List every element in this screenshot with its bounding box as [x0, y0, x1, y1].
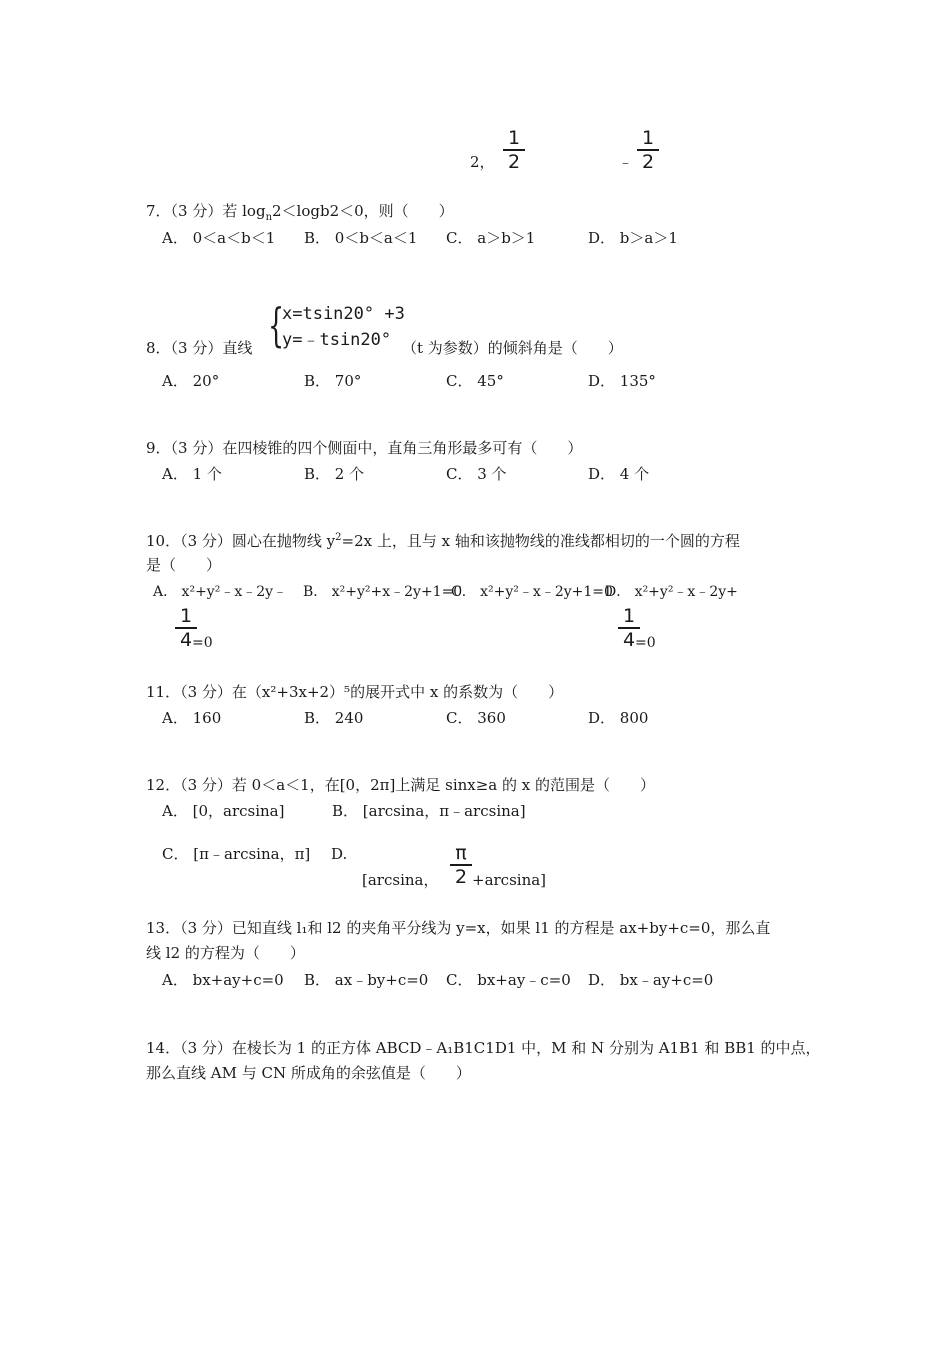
- q9-option-d: D． 4 个: [588, 465, 650, 483]
- q10-option-d: D． x²+y²﹣x﹣2y+: [605, 584, 738, 600]
- fraction-denominator: 4: [622, 628, 636, 651]
- prev-option-a-fraction: [503, 128, 525, 172]
- q9-option-b: B． 2 个: [304, 465, 365, 483]
- q7-log-subscript: n: [265, 212, 273, 223]
- q8-option-c: C． 45°: [446, 372, 504, 390]
- q8-equation-y: y=﹣tsin20°: [282, 330, 392, 350]
- q7-stem-part1: 7．（3 分）若 log: [146, 202, 266, 220]
- prev-option-a-prefix: 2，: [470, 153, 495, 171]
- q7-option-b: B． 0＜b＜a＜1: [304, 229, 418, 247]
- q9-option-a: A． 1 个: [162, 465, 222, 483]
- q7-option-c: C． a＞b＞1: [446, 229, 536, 247]
- q13-option-b: B． ax﹣by+c=0: [304, 971, 429, 989]
- fraction-numerator: 1: [179, 605, 193, 627]
- q12-option-d-fraction: [450, 843, 472, 887]
- q10-stem-part1: 10．（3 分）圆心在抛物线 y: [146, 532, 336, 550]
- q10-stem-part2: =2x 上，且与 x 轴和该抛物线的准线都相切的一个圆的方程: [341, 532, 740, 550]
- fraction-denominator: 2: [454, 865, 468, 888]
- q10-exponent: 2: [335, 532, 342, 543]
- q12-stem: 12．（3 分）若 0＜a＜1，在[0，2π]上满足 sinx≥a 的 x 的范围是（ ）: [146, 776, 656, 794]
- fraction-numerator: 1: [507, 127, 521, 149]
- q8-option-d: D． 135°: [588, 372, 656, 390]
- q12-option-a: A． [0，arcsina]: [162, 802, 285, 820]
- q12-option-b: B． [arcsina，π﹣arcsina]: [332, 802, 526, 820]
- fraction-numerator: 1: [622, 605, 636, 627]
- q8-stem-pre: 8．（3 分）直线: [146, 339, 253, 357]
- q14-stem-line1: 14．（3 分）在棱长为 1 的正方体 ABCD﹣A₁B1C1D1 中，M 和 N 分别为 A1B1 和 BB1 的中点，: [146, 1039, 821, 1057]
- q13-option-d: D． bx﹣ay+c=0: [588, 971, 714, 989]
- q11-option-b: B． 240: [304, 709, 364, 727]
- q13-option-a: A． bx+ay+c=0: [162, 971, 284, 989]
- q10-option-a-equals: =0: [192, 635, 213, 651]
- prev-option-b-fraction: [637, 128, 659, 172]
- fraction-numerator: 1: [641, 127, 655, 149]
- q12-option-d-post: +arcsina]: [472, 871, 547, 889]
- q10-option-b: B． x²+y²+x﹣2y+1=0: [303, 584, 463, 600]
- q11-option-c: C． 360: [446, 709, 506, 727]
- prev-option-b-prefix: ﹣: [618, 153, 634, 171]
- q7-stem: [146, 202, 454, 223]
- q8-equation-x: x=tsin20° +3: [282, 304, 405, 324]
- q7-option-a: A． 0＜a＜b＜1: [162, 229, 276, 247]
- q13-option-c: C． bx+ay﹣c=0: [446, 971, 571, 989]
- q11-stem: 11．（3 分）在（x²+3x+2）⁵的展开式中 x 的系数为（ ）: [146, 683, 564, 701]
- q12-option-d-pre: [arcsina，: [362, 871, 439, 889]
- q10-option-a: A． x²+y²﹣x﹣2y﹣: [153, 584, 288, 600]
- q8-option-b: B． 70°: [304, 372, 362, 390]
- q10-option-d-equals: =0: [635, 635, 656, 651]
- q14-stem-line2: 那么直线 AM 与 CN 所成角的余弦值是（ ）: [146, 1064, 471, 1082]
- q8-option-a: A． 20°: [162, 372, 220, 390]
- q9-option-c: C． 3 个: [446, 465, 507, 483]
- q7-stem-part2: 2＜logb2＜0，则（ ）: [272, 202, 454, 220]
- fraction-denominator: 2: [507, 150, 521, 173]
- q8-system-brace: {: [268, 298, 285, 352]
- fraction-denominator: 4: [179, 628, 193, 651]
- q10-stem-line2: 是（ ）: [146, 556, 222, 574]
- q10-stem-line1: [146, 534, 740, 549]
- q9-stem: 9．（3 分）在四棱锥的四个侧面中，直角三角形最多可有（ ）: [146, 439, 583, 457]
- q10-option-c: C． x²+y²﹣x﹣2y+1=0: [451, 584, 613, 600]
- q8-stem-post: （t 为参数）的倾斜角是（ ）: [402, 339, 623, 357]
- q11-option-d: D． 800: [588, 709, 649, 727]
- fraction-denominator: 2: [641, 150, 655, 173]
- q12-option-c: C． [π﹣arcsina，π]: [162, 845, 311, 863]
- q7-option-d: D． b＞a＞1: [588, 229, 678, 247]
- q13-stem-line2: 线 l2 的方程为（ ）: [146, 944, 305, 962]
- q12-option-d-label: D.: [331, 845, 348, 863]
- q11-option-a: A． 160: [162, 709, 222, 727]
- fraction-numerator: π: [455, 842, 467, 864]
- q13-stem-line1: 13．（3 分）已知直线 l₁和 l2 的夹角平分线为 y=x，如果 l1 的方程是 ax+by+c=0，那么直: [146, 919, 771, 937]
